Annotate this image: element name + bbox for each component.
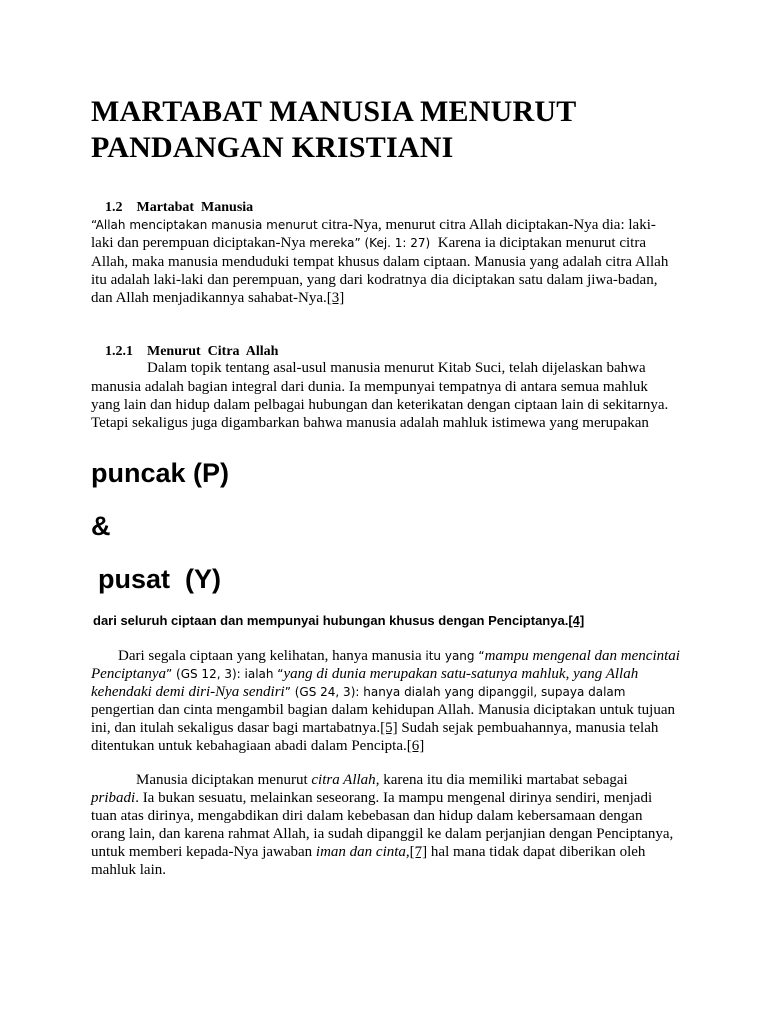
italic-text: citra Allah xyxy=(311,772,376,788)
para2-line-3: yang lain dan hidup dalam pelbagai hubungan dan keterikatan dengan ciptaan lain di sekitarnya. xyxy=(91,397,669,413)
para1-line-4: itu adalah laki-laki dan perempuan, yang dari kodratnya dia diciptakan satu dalam jiwa-badan, xyxy=(91,272,658,288)
section-number: 1.2 xyxy=(105,200,123,215)
body-text: Sudah sejak pembuahannya, manusia telah xyxy=(397,720,659,736)
body-text: Manusia diciptakan menurut xyxy=(136,772,312,788)
emphasis-ampersand: & xyxy=(91,511,111,541)
para4-line-3: tuan atas dirinya, mengabdikan diri dalam kebebasan dan hidup dalam kebersamaan dengan xyxy=(91,808,643,824)
para3-line-3 xyxy=(91,683,625,701)
section-number: 1.2.1 xyxy=(105,344,133,359)
italic-quote: yang di dunia merupakan satu-satunya mahluk, yang Allah xyxy=(283,666,639,682)
para2-line-2: manusia adalah bagian integral dari dunia. Ia mempunyai tempatnya di antara semua mahluk xyxy=(91,379,648,395)
document-reference: ” (GS 12, 3): ialah “ xyxy=(165,667,284,681)
italic-quote: kehendaki demi diri-Nya sendiri xyxy=(91,684,285,700)
para4-line-2 xyxy=(91,789,652,807)
document-title-line-2: PANDANGAN KRISTIANI xyxy=(91,131,454,164)
body-text: , xyxy=(405,844,410,860)
italic-text: iman dan cinta xyxy=(315,844,406,860)
para2-line-4: Tetapi sekaligus juga digambarkan bahwa manusia adalah mahluk istimewa yang merupakan xyxy=(91,415,649,431)
para1-line-3: Allah, maka manusia menduduki tempat khusus dalam ciptaan. Manusia yang adalah citra Allah xyxy=(91,254,669,270)
para3-line-2 xyxy=(91,665,638,683)
bold-statement xyxy=(93,612,584,630)
section-title: Menurut Citra Allah xyxy=(147,344,279,359)
body-text: Karena ia diciptakan menurut citra xyxy=(430,235,646,251)
italic-quote: Penciptanya xyxy=(91,666,166,682)
para3-line-4: pengertian dan cinta mengambil bagian dalam kehidupan Allah. Manusia diciptakan untuk tujuan xyxy=(91,702,676,718)
footnote-link-4[interactable]: [4] xyxy=(568,613,585,628)
body-text: Dari segala ciptaan yang kelihatan, hanya manusia xyxy=(118,648,426,664)
section-title: Martabat Manusia xyxy=(136,200,254,215)
para4-line-5 xyxy=(91,843,645,861)
italic-quote: mampu mengenal dan mencintai xyxy=(484,648,680,664)
alt-text: itu yang “ xyxy=(425,649,485,663)
para4-line-1 xyxy=(136,771,628,789)
body-text: . Ia bukan sesuatu, melainkan seseorang. Ia mampu mengenal dirinya sendiri, menjadi xyxy=(135,790,653,806)
body-text: ditentukan untuk kebahagiaan abadi dalam Pencipta. xyxy=(91,738,407,754)
body-text: ini, dan itulah sekaligus dasar bagi martabatnya. xyxy=(91,720,381,736)
italic-text: pribadi xyxy=(91,790,136,806)
para3-line-6 xyxy=(91,737,424,755)
body-text: untuk memberi kepada-Nya jawaban xyxy=(91,844,316,860)
para1-line-5 xyxy=(91,289,344,307)
para1-line-1 xyxy=(91,216,656,234)
para3-line-1 xyxy=(118,647,680,665)
scripture-reference: mereka” (Kej. 1: 27) xyxy=(309,236,431,250)
body-text: laki dan perempuan diciptakan-Nya xyxy=(91,235,310,251)
para1-line-2 xyxy=(91,234,646,252)
emphasis-puncak: puncak (P) xyxy=(91,458,230,488)
footnote-link-3[interactable]: [3] xyxy=(326,290,345,306)
para4-line-4: orang lain, dan karena rahmat Allah, ia sudah dipanggil ke dalam perjanjian dengan Penciptanya, xyxy=(91,826,674,842)
body-text: citra-Nya, menurut citra Allah diciptakan-Nya dia: laki- xyxy=(317,217,656,233)
footnote-link-7[interactable]: [7] xyxy=(409,844,428,860)
footnote-link-5[interactable]: [5] xyxy=(380,720,398,736)
document-reference: ” (GS 24, 3): hanya dialah yang dipanggil, supaya dalam xyxy=(284,685,626,699)
emphasis-pusat: pusat (Y) xyxy=(98,564,222,594)
para2-line-1: Dalam topik tentang asal-usul manusia menurut Kitab Suci, telah dijelaskan bahwa xyxy=(147,360,646,376)
bold-text: dari seluruh ciptaan dan mempunyai hubungan khusus dengan Penciptanya. xyxy=(93,613,569,628)
body-text: , karena itu dia memiliki martabat sebagai xyxy=(375,772,628,788)
para4-line-6: mahluk lain. xyxy=(91,862,166,878)
para3-line-5 xyxy=(91,719,658,737)
document-title-line-1: MARTABAT MANUSIA MENURUT xyxy=(91,95,577,128)
quote-text: “Allah menciptakan manusia menurut xyxy=(91,218,318,232)
footnote-link-6[interactable]: [6] xyxy=(406,738,425,754)
body-text: hal mana tidak dapat diberikan oleh xyxy=(427,844,646,860)
body-text: dan Allah menjadikannya sahabat-Nya. xyxy=(91,290,327,306)
